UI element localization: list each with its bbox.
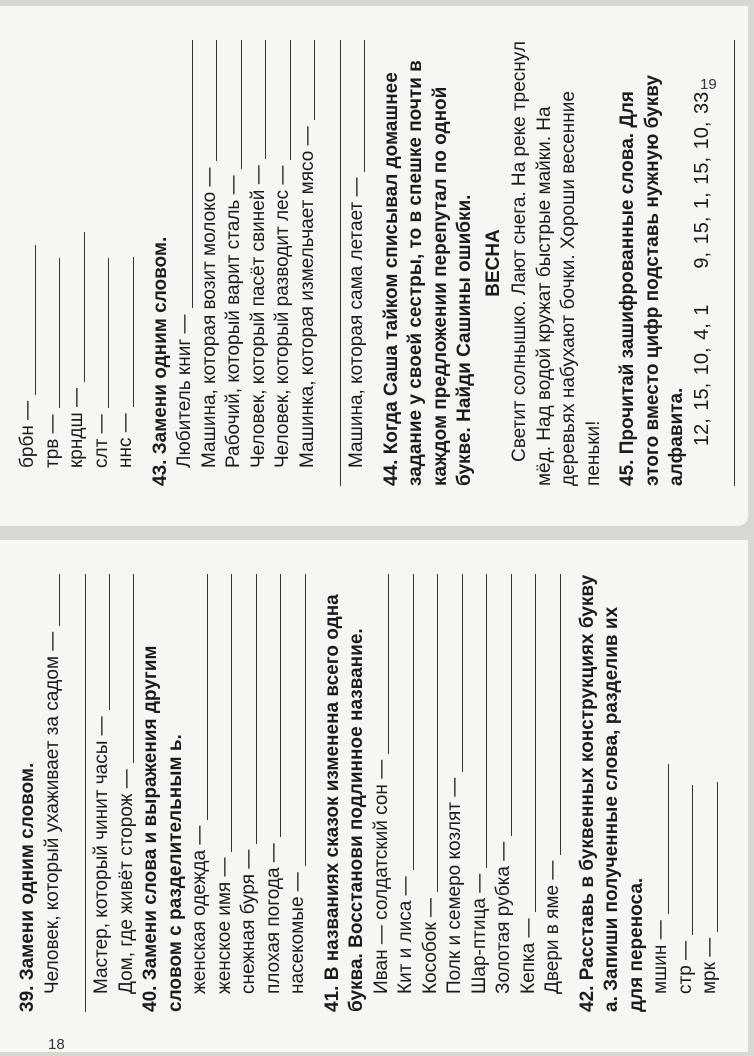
- answer-line: [65, 574, 86, 1012]
- answer-line: [320, 40, 341, 486]
- t43-item: Любитель книг —: [173, 40, 198, 468]
- task-41-title: 41. В названиях сказок изменена всего одна буква. Восстанови подлинное название.: [321, 594, 367, 1012]
- word-slt: слт —: [90, 40, 115, 468]
- t41-item: Золотая рубка —: [492, 574, 517, 994]
- t39-item: Мастер, который чинит часы —: [90, 574, 115, 994]
- t42-item: мрк —: [698, 574, 723, 994]
- task-43-title: 43. Замени одним словом.: [149, 236, 171, 486]
- task-39-title: 39. Замени одним словом.: [17, 762, 38, 1012]
- word-nns: ннс —: [114, 40, 139, 468]
- word-brbn: брбн —: [16, 40, 41, 468]
- t41-item: Двери в яме —: [541, 574, 566, 994]
- cipher-codes: [690, 40, 715, 446]
- t40-item: снежная буря —: [237, 574, 262, 994]
- page-18-content: [2, 548, 744, 1048]
- page-number: 19: [700, 76, 717, 93]
- t43-item: Человек, который пасёт свиней —: [247, 40, 272, 468]
- t40-item: насекомые —: [286, 574, 311, 994]
- cipher-2: 9, 15, 1, 15, 10, 33: [690, 91, 713, 269]
- t41-item: Кособок —: [419, 574, 444, 994]
- word-krndsh: крндш —: [65, 40, 90, 468]
- t41-item: Кепка —: [517, 574, 542, 994]
- t43-item: Машинка, которая измельчает мясо —: [296, 40, 321, 468]
- t40-item: плохая погода —: [262, 574, 287, 994]
- word-trv: трв —: [41, 40, 66, 468]
- task-45-title: 45. Прочитай зашифрованные слова. Для этого вместо цифр подставь нужную букву алфавита.: [617, 75, 687, 486]
- page-19: [0, 6, 748, 526]
- t43-item: Машина, которая возит молоко —: [198, 40, 223, 468]
- task-44-title: 44. Когда Саша тайком списывал домашнее задание у своей сестры, то в спешке почти в каждом предложении перепутал по одной букве. Найди Сашины ошибки.: [380, 60, 475, 486]
- task-42-title: 42. Расставь в буквенных конструкциях букву а. Запиши полученные слова, разделив их для переноса.: [576, 574, 647, 1012]
- t43-item: Рабочий, который варит сталь —: [222, 40, 247, 468]
- spring-text: Светит солнышко. Лают снега. На реке треснул мёд. Над водой кружат быстрые майки. На деревьях набухают бочки. Хороши весенние пеньки!: [509, 41, 604, 486]
- t43-item: Машина, которая сама летает —: [345, 40, 370, 468]
- t42-item: стр —: [674, 574, 699, 994]
- t41-item: Иван — солдатский сон —: [370, 574, 395, 994]
- t39-item: Человек, который ухаживает за садом —: [41, 574, 66, 994]
- t41-item: Полк и семеро козлят —: [443, 574, 468, 994]
- t41-item: Шар-птица —: [468, 574, 493, 994]
- t41-item: Кит и лиса —: [394, 574, 419, 994]
- t42-item: мшин —: [649, 574, 674, 994]
- page-number: 18: [48, 1036, 65, 1053]
- t40-item: женская одежда —: [188, 574, 213, 994]
- t43-item: Человек, который разводит лес —: [271, 40, 296, 468]
- answer-line: [714, 40, 735, 486]
- task-40-title: 40. Замени слова и выражения другим словом с разделительным ь.: [140, 645, 186, 1012]
- text-heading: ВЕСНА: [482, 229, 504, 297]
- page-19-content: [2, 14, 744, 522]
- page-18: [0, 540, 748, 1052]
- t40-item: женское имя —: [213, 574, 238, 994]
- t39-item: Дом, где живёт сторож —: [115, 574, 140, 994]
- cipher-1: 12, 15, 10, 4, 1: [690, 304, 713, 446]
